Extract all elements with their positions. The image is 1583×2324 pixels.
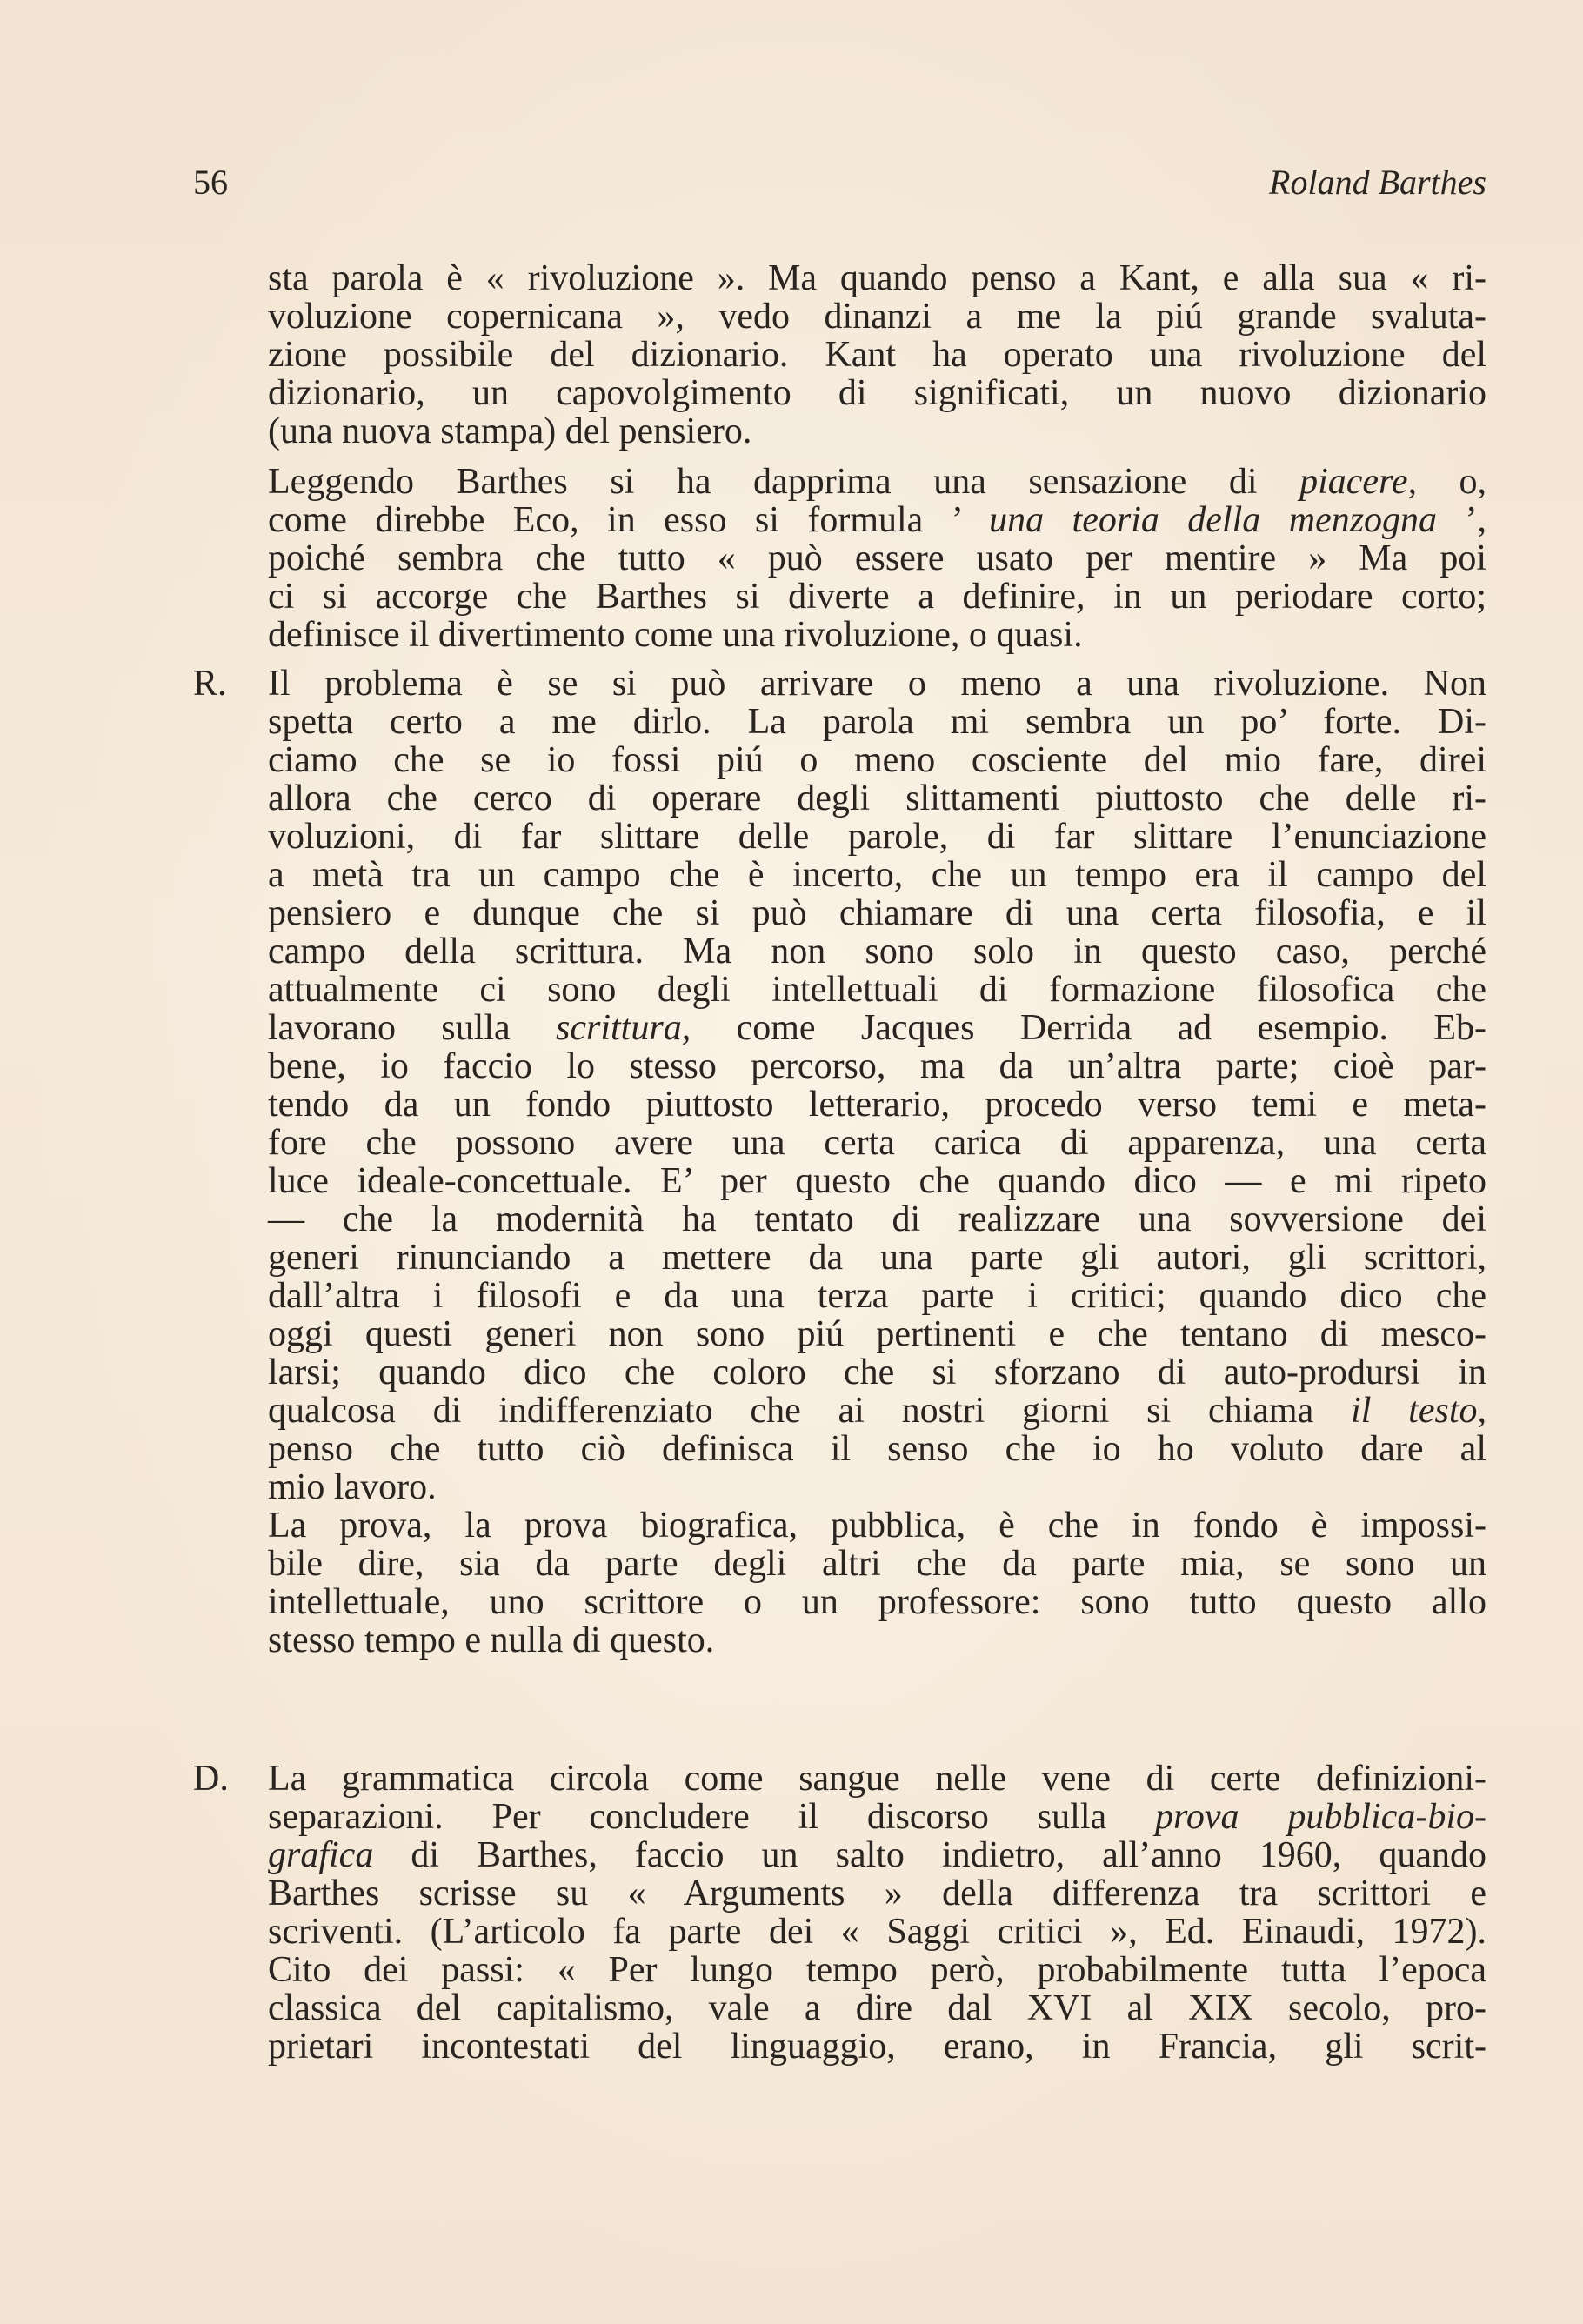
text-line: ciamo che se io fossi piú o meno cosciente del mio fare, direi — [268, 740, 1486, 780]
text-line: fore che possono avere una certa carica di apparenza, una certa — [268, 1123, 1486, 1163]
text-segment: separazioni. Per concludere il discorso sulla — [268, 1797, 1156, 1837]
text-segment: lavorano sulla — [268, 1008, 557, 1048]
page-number: 56 — [193, 163, 228, 202]
answer-paragraph — [268, 664, 1486, 1660]
text-line: classica del capitalismo, vale a dire dal XVI al XIX secolo, pro- — [268, 1988, 1486, 2028]
text-segment: Leggendo Barthes si ha dapprima una sensazione di — [268, 462, 1300, 502]
italic-text: prova pubblica-bio- — [1155, 1797, 1486, 1837]
text-line: prietari incontestati del linguaggio, erano, in Francia, gli scrit- — [268, 2027, 1486, 2067]
text-line: bene, io faccio lo stesso percorso, ma da un’altra parte; cioè par- — [268, 1046, 1486, 1086]
italic-text: piacere, — [1299, 462, 1417, 502]
italic-text: scrittura, — [556, 1008, 691, 1048]
text-line: voluzione copernicana », vedo dinanzi a me la piú grande svaluta- — [268, 297, 1486, 337]
text-line: spetta certo a me dirlo. La parola mi sembra un po’ forte. Di- — [268, 702, 1486, 742]
text-line: — che la modernità ha tentato di realizzare una sovversione dei — [268, 1199, 1486, 1239]
text-line — [268, 1798, 1486, 1836]
text-line: sta parola è « rivoluzione ». Ma quando penso a Kant, e alla sua « ri- — [268, 258, 1486, 298]
text-line: tendo da un fondo piuttosto letterario, procedo verso temi e meta- — [268, 1085, 1486, 1125]
text-line: dizionario, un capovolgimento di significati, un nuovo dizionario — [268, 373, 1486, 413]
speaker-label-d: D. — [193, 1759, 229, 1799]
text-line — [268, 463, 1486, 501]
text-line: voluzioni, di far slittare delle parole, di far slittare l’enunciazione — [268, 817, 1486, 857]
text-segment: o, — [1416, 462, 1487, 502]
text-line: zione possibile del dizionario. Kant ha operato una rivoluzione del — [268, 335, 1486, 375]
text-line: penso che tutto ciò definisca il senso che io ho voluto dare al — [268, 1429, 1486, 1469]
text-line: scriventi. (L’articolo fa parte dei « Saggi critici », Ed. Einaudi, 1972). — [268, 1912, 1486, 1952]
text-line: ci si accorge che Barthes si diverte a definire, in un periodare corto; — [268, 577, 1486, 617]
text-segment: ’, — [1437, 500, 1486, 540]
text-line: oggi questi generi non sono piú pertinenti e che tentano di mesco- — [268, 1314, 1486, 1354]
text-line — [268, 1009, 1486, 1047]
text-line: stesso tempo e nulla di questo. — [268, 1620, 715, 1660]
speaker-label-r: R. — [193, 664, 227, 704]
text-line: dall’altra i filosofi e da una terza parte i critici; quando dico che — [268, 1276, 1486, 1316]
text-line: campo della scrittura. Ma non sono solo in questo caso, perché — [268, 932, 1486, 972]
italic-text: una teoria della menzogna — [989, 500, 1438, 540]
italic-text: il testo, — [1351, 1391, 1486, 1431]
text-line: attualmente ci sono degli intellettuali di formazione filosofica che — [268, 970, 1486, 1010]
text-line: luce ideale-concettuale. E’ per questo che quando dico — e mi ripeto — [268, 1161, 1486, 1201]
text-line — [268, 501, 1486, 539]
paragraph — [268, 463, 1486, 654]
text-line: (una nuova stampa) del pensiero. — [268, 411, 752, 451]
text-line: allora che cerco di operare degli slittamenti piuttosto che delle ri- — [268, 778, 1486, 818]
text-line: La grammatica circola come sangue nelle vene di certe definizioni- — [268, 1759, 1486, 1799]
question-paragraph — [268, 1760, 1486, 2066]
text-line: Barthes scrisse su « Arguments » della differenza tra scrittori e — [268, 1873, 1486, 1913]
text-line — [268, 1392, 1486, 1430]
text-segment: come Jacques Derrida ad esempio. Eb- — [691, 1008, 1487, 1048]
text-segment: come direbbe Eco, in esso si formula ’ — [268, 500, 990, 540]
running-title: Roland Barthes — [1269, 163, 1486, 202]
text-segment: qualcosa di indifferenziato che ai nostri giorni si chiama — [268, 1391, 1352, 1431]
text-line: intellettuale, uno scrittore o un professore: sono tutto questo allo — [268, 1582, 1486, 1622]
text-line: bile dire, sia da parte degli altri che da parte mia, se sono un — [268, 1544, 1486, 1584]
text-line — [268, 1836, 1486, 1874]
text-line: a metà tra un campo che è incerto, che un tempo era il campo del — [268, 855, 1486, 895]
text-line: pensiero e dunque che si può chiamare di una certa filosofia, e il — [268, 893, 1486, 933]
text-line: Cito dei passi: « Per lungo tempo però, probabilmente tutta l’epoca — [268, 1950, 1486, 1990]
text-line: generi rinunciando a mettere da una parte gli autori, gli scrittori, — [268, 1238, 1486, 1278]
text-line: Il problema è se si può arrivare o meno a una rivoluzione. Non — [268, 664, 1486, 704]
text-segment: di Barthes, faccio un salto indietro, all’anno 1960, quando — [373, 1835, 1486, 1875]
paragraph — [268, 259, 1486, 451]
text-line: definisce il divertimento come una rivoluzione, o quasi. — [268, 615, 1083, 655]
text-line: poiché sembra che tutto « può essere usato per mentire » Ma poi — [268, 538, 1486, 578]
text-line: larsi; quando dico che coloro che si sforzano di auto-prodursi in — [268, 1352, 1486, 1392]
text-line: La prova, la prova biografica, pubblica, è che in fondo è impossi- — [268, 1506, 1486, 1546]
text-line: mio lavoro. — [268, 1467, 437, 1507]
italic-text: grafica — [268, 1835, 374, 1875]
